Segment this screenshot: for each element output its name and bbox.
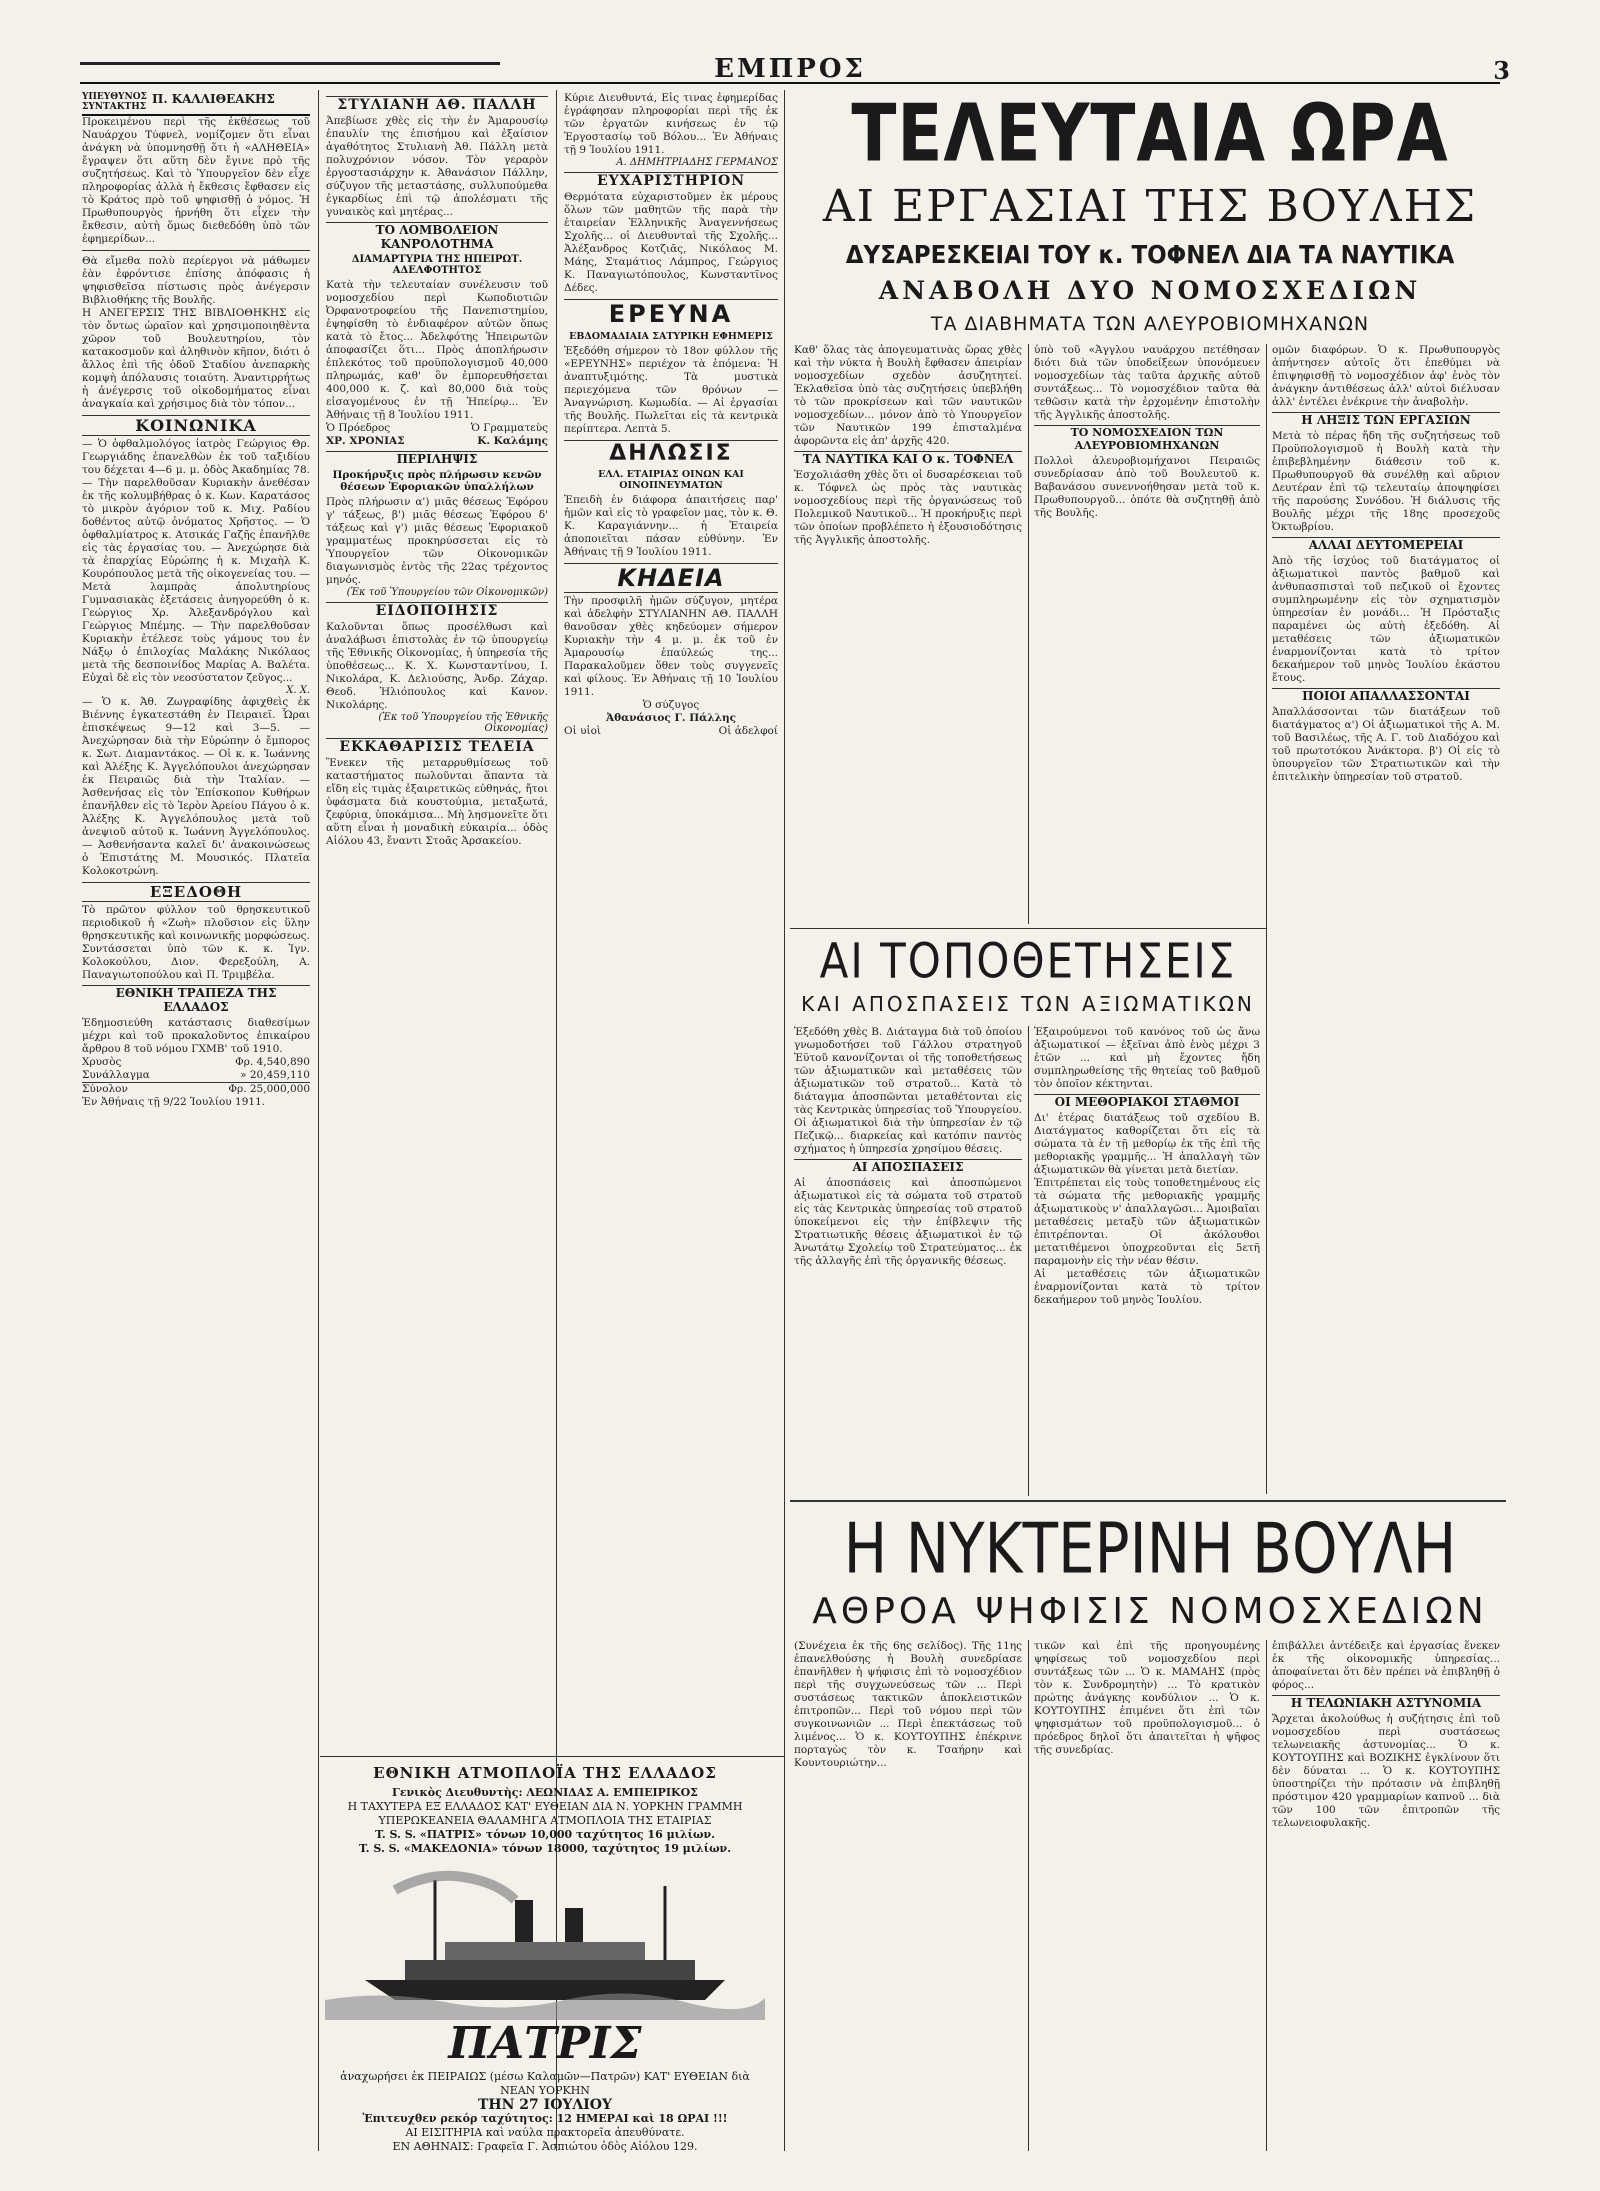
protest-heading: ΔΙΑΜΑΡΤΥΡΙΑ ΤΗΣ ΗΠΕΙΡΩΤ. ΑΔΕΛΦΟΤΗΤΟΣ [351, 254, 523, 276]
m3-text: Αἱ μεταθέσεις τῶν ἀξιωματικῶν ἐναρμονίζονται κατὰ τὸ τρίτον δεκαήμερον τοῦ μηνὸς Ἰουλίου. [1034, 1268, 1260, 1306]
ad-bottom-line: ΤΗΝ 27 ΙΟΥΛΙΟΥ [477, 2097, 612, 2113]
section-rule [790, 928, 1266, 929]
headline-parliament-work: ΑΙ ΕΡΓΑΣΙΑΙ ΤΗΣ ΒΟΥΛΗΣ [822, 181, 1478, 232]
right-column-3 [1272, 344, 1500, 1494]
clearance-text: Ἕνεκεν τῆς μεταρρυθμίσεως τοῦ καταστήματος πωλοῦνται ἅπαντα τὰ εἴδη εἰς τιμὰς ἐξαιρετικῶς εὐθηνάς, ἤτοι ὑφάσματα διὰ κουστούμια, μεταξωτά, ζεφύρια, ὑποκάμισα... Μὴ λησμονεῖτε ὅτι αὕτη εἶναι ἡ μοναδικὴ εὐκαιρία... ὁδὸς Αἰόλου 43, ἔναντι Στοᾶς Ἀρσακείου. [326, 757, 548, 847]
article-aletheia: Προκειμένου περὶ τῆς ἐκθέσεως τοῦ Ναυάρχου Τύφνελ, νομίζομεν ὅτι εἶναι ἀνάγκη νὰ ὑπομνησθῇ ὅτι ἡ «ΑΛΗΘΕΙΑ» ἔγραψεν ὅτι αὕτη δὲν ἔγινε πρὸ τῆς συζητήσεως. Καὶ τὸ Ὑπουργεῖον δὲν εἶχε πληροφορίας ἀλλὰ ἡ ἔκθεσις ἔφθασεν εἰς τὸ Κράτος πρὸ τοῦ ψηφισθῇ ὁ νόμος. Ἡ Πρωθυπουργὸς ἠρνήθη ὅτι εἶχεν τὴν ἔκθεσιν, αὐτὴ ὅμως διεθεδόθη ὑπὸ τῶν ἐφημερίδων... [82, 116, 310, 245]
exodus-text: Τὸ πρῶτον φύλλον τοῦ θρησκευτικοῦ περιοδικοῦ ἡ «Ζωὴ» πλοῦσιον εἰς ὕλην θρησκευτικῆς καὶ κοινωνικῆς μορφώσεως. Συντάσσεται ὑπὸ τῶν κ. κ. Ἰγν. Κολοκούλου, Διον. Φερεξούλη, Α. Παναγιωτοπούλου καὶ Π. Τριμβέλα. [82, 904, 310, 981]
erevna-subheading: ΕΒΔΟΜΑΔΙΑΙΑ ΣΑΤΥΡΙΚΗ ΕΦΗΜΕΡΙΣ [569, 331, 773, 342]
declaration-text: Ἐπειδὴ ἐν διάφορα ἀπαιτήσεις παρ' ἡμῶν καὶ εἰς τὸ γραφεῖον μας, τὸν κ. Θ. Κ. Καραγιάννην... ἡ Ἐταιρεία ἀποποιεῖται πάσαν εὐθύνην. Ἐν Ἀθήναις τῇ 9 Ἰουλίου 1911. [564, 494, 778, 558]
ad-rule [320, 1756, 784, 1757]
bank-heading: ΕΘΝΙΚΗ ΤΡΑΠΕΖΑ ΤΗΣ ΕΛΛΑΔΟΣ [82, 985, 310, 1014]
summary-text: Πρὸς πλήρωσιν α') μιᾶς θέσεως Ἐφόρου γ' τάξεως, β') μιᾶς θέσεως Ἐφόρου δ' τάξεως καὶ γ') μιᾶς θέσεως Ἐφοριακοῦ γραμματέως προκηρύσσεται εἰς τὸ Ὑπουργεῖον τῶν Οἰκονομικῶν διαγωνισμὸς ἐντὸς τῆς 22ας τρέχοντος μηνός. [326, 496, 548, 586]
r3-heading-2: ΑΛΛΑΙ ΔΕΥΤΟΜΕΡΕΙΑΙ [1272, 537, 1500, 552]
n3-text-2: Ἄρχεται ἀκολούθως ἡ συζήτησις ἐπὶ τοῦ νομοσχεδίου περὶ συστάσεως τελωνειακῆς ἀστυνομίας... Ὁ κ. ΚΟΥΤΟΥΠΗΣ καὶ ΒΟΖΙΚΗΣ ἐγκλίνουν ὅτι δὲν δύναται ... Ὁ κ. ΚΟΥΤΟΥΠΗΣ ὑποστηρίζει τὴν πρότασιν νὰ ἐπιβληθῇ πρόστιμον 420 γραμμαρίων καπνοῦ ... διὰ τῶν 100 τῶν ἐπιτροπῶν τῆς τελωνειοφυλακῆς. [1272, 1713, 1500, 1829]
m1-heading: ΑΙ ΑΠΟΣΠΑΣΕΙΣ [794, 1159, 1022, 1174]
thanks-heading: ΕΥΧΑΡΙΣΤΗΡΙΟΝ [564, 172, 778, 189]
ad-heading: ΕΘΝΙΚΗ ΑΤΜΟΠΛΟΪΑ ΤΗΣ ΕΛΛΑΔΟΣ [373, 1764, 717, 1782]
headline-bills-voting: ΑΘΡΟΑ ΨΗΦΙΣΙΣ ΝΟΜΟΣΧΕΔΙΩΝ [812, 1591, 1488, 1632]
n2-text: τικῶν καὶ ἐπὶ τῆς προηγουμένης ψηφίσεως τοῦ νομοσχεδίου περὶ συντάξεως τῶν ... Ὁ κ. ΜΑΜΑΗΣ (πρὸς τὸν κ. Συνδρομητὴν) ... Τὸ κρατικὸν πρώτης ἀνάγκης κονδύλιον ... Ὁ κ. ΚΟΥΤΟΥΠΗΣ ἐπιμένει ὅτι ἐπὶ τῶν ψηφισμάτων τοῦ προϋπολογισμοῦ... ὁ πρόεδρος δηλοῖ ὅτι ἀπαιτεῖται ἡ ψῆφος τῆς συνεδρίας. [1034, 1640, 1260, 1756]
exodus-heading: ΕΞΕΔΟΘΗ [82, 882, 310, 902]
column-3 [564, 92, 778, 1751]
funeral-heading: ΚΗΔΕΙΑ [564, 563, 778, 593]
right-column-1 [794, 344, 1022, 924]
letter-signature: Α. ΔΗΜΗΤΡΙΑΔΗΣ ΓΕΡΜΑΝΟΣ [616, 157, 778, 168]
r1-text-2: Ἐσχολιάσθη χθὲς ὅτι οἱ δυσαρέσκειαι τοῦ κ. Τόφνελ ὡς πρὸς τὰς ναυτικὰς νομοσχεδίους περὶ τῆς ὀργανώσεως τοῦ Πολεμικοῦ Ναυτικοῦ... Ἡ προκήρυξις περὶ τῶν ὁποίων προβλέπετο ἡ ἐξουσιοδότησις τῆς Ἀγγλικῆς ἀποστολῆς. [794, 469, 1022, 546]
society-heading: ΚΟΙΝΩΝΙΚΑ [82, 415, 310, 436]
n3-text: ἐπιβάλλει ἀντέδειξε καὶ ἐργασίας ἕνεκεν ἐκ τῆς οἰκονομικῆς ὑπηρεσίας... ἀποφαίνεται ὅτι δὲν πρέπει νὰ ἐπιβληθῇ ὁ φόρος... [1272, 1640, 1500, 1691]
r3-text-4: Ἀπαλλάσσονται τῶν διατάξεων τοῦ διατάγματος α') Οἱ ἀξιωματικοὶ τῆς Α. Μ. τοῦ Βασιλέως, τῆς Α. Γ. τοῦ Διαδόχου καὶ τοῦ πρωτοτόκου Ἀνάκτορα. β') Οἱ εἰς τὸ ὑπουργεῖον τῶν Στρατιωτικῶν καὶ τὴν ἐπιτελικὴν ὑπηρεσίαν τοῦ στρατοῦ. [1272, 706, 1500, 783]
bank-row-label: Χρυσὸς [82, 1056, 122, 1068]
funeral-sig [564, 699, 778, 725]
m2-text-2: Δι' ἑτέρας διατάξεως τοῦ σχεδίου Β. Διατάγματος καθορίζεται ὅτι εἰς τὰ σώματα τὰ ἐν τῇ μεθορίῳ ἐκ τῆς ἐπὶ τῆς μεθοριακῆς γραμμῆς... Ἡ ἀπαλλαγὴ τῶν ἀξιωματικῶν θὰ γίνεται μετὰ διετίαν. [1034, 1112, 1260, 1176]
r3-heading: Η ΛΗΞΙΣ ΤΩΝ ΕΡΓΑΣΙΩΝ [1272, 412, 1500, 427]
column-rule [1266, 344, 1267, 1494]
funeral-sig-role: Οἱ υἱοὶ [564, 725, 602, 737]
sig-role: Ὁ Γραμματεὺς [470, 422, 548, 434]
paper-title: ΕΜΠΡΟΣ [714, 54, 866, 84]
column-1 [82, 92, 310, 2151]
masthead [80, 54, 1510, 85]
column-rule [1028, 1026, 1029, 1496]
r3-text: ομῶν διαφόρων. Ὁ κ. Πρωθυπουργὸς ἀπήντησεν αὐτοῖς ὅτι ἐπεθύμει νὰ ἐπιψηφισθῇ τὸ νομοσχέδιον ἀφ' ἑνὸς τὸν ἀνάγκην ἀντιθέσεως ἀλλ' αὐτοὶ διέλυσαν ἀλλ' ἐντέλει ἐνέκρινε τὴν ἀναβολὴν. [1272, 344, 1500, 408]
bank-row-label: Συνάλλαγμα [82, 1069, 150, 1081]
column-rule [784, 90, 785, 2151]
column-rule [1028, 1640, 1029, 2151]
lottery-heading: ΤΟ ΛΟΜΒΟΛΕΙΟΝ ΚΑΝΡΟΛΟΤΗΜΑ [326, 222, 548, 251]
headline-last-hour: ΤΕΛΕΥΤΑΙΑ ΩΡΑ [851, 87, 1449, 180]
summary-heading: ΠΕΡΙΛΗΨΙΣ [326, 451, 548, 466]
society-text-2: — Ὁ κ. Ἀθ. Ζωγραφίδης ἀφιχθεὶς ἐκ Βιέννης ἐγκατεστάθη ἐν Πειραιεῖ. Ὧραι ἐπισκέψεως 9—12 καὶ 3—5. — Ἀνεχώρησαν διὰ τὴν Εὐρώπην ὁ ἔμπορος κ. Σωτ. Διαμαντάκος. — Οἱ κ. κ. Ἰωάννης καὶ Ἀλέξης Κ. Ἀγγελόπουλοι ἀνεχώρησαν ἐκ Πειραιῶς διὰ τὴν Ἰταλίαν. — Ἀσθενήσας εἰς τὸν Ἐπίσκοπον Κυθήρων ἐπανῆλθεν εἰς τὸ Ἱερὸν Ἀρείου Πάγου ὁ κ. Ἀλέξης Κ. Ἀγγελόπουλος μετὰ τοῦ ἀνεψιοῦ αὐτοῦ κ. Ἰωάννη Ἀγγελόπουλος. — Ἀσθενήσαντα καλεῖ δι' ἀνακοινώσεως ὁ Ἐπιστάτης Μ. Μουσικός. Πλατεῖα Κολοκοτρώνη. [82, 696, 310, 877]
summary-signature: (Ἐκ τοῦ Ὑπουργείου τῶν Οἰκονομικῶν) [346, 587, 548, 598]
m2-text: Ἐξαιρούμενοι τοῦ κανόνος τοῦ ὡς ἄνω ἀξιωματικοί — ἐξεῖναι ἀπὸ ἑνὸς μέχρι 3 ἐτῶν ... καὶ μὴ ἔχοντες ἤδη συμπληρωθείσης τῆς θητείας τοῦ βαθμοῦ τὸν ὁποῖον κέκτηνται. [1034, 1026, 1260, 1090]
bank-date: Ἐν Ἀθήναις τῇ 9/22 Ἰουλίου 1911. [82, 1096, 266, 1108]
sig-name: ΧΡ. ΧΡΟΝΙΑΣ [326, 435, 405, 447]
r1-text: Καθ' ὅλας τὰς ἀπογευματινὰς ὥρας χθὲς καὶ τὴν νύκτα ἡ Βουλὴ ἔφθασεν ἀπειρίαν νομοσχεδίων σχεδὸν ἀσυζητητεί. Ἐκλαθεῖσα ὑπὸ τὰς συζητήσεις ὑπεβλήθη τὸ τῶν προκρίσεων καὶ τῶν ναυτικῶν νομοσχεδίων... μόνον ἀπὸ τὸ Υπουργεῖον τῶν Ναυτικῶν 199 ἐπισταλμένα ἀφορῶντα εἰς ἀπ' ἀρχῆς 420. [794, 344, 1022, 447]
r2-heading: ΤΟ ΝΟΜΟΣΧΕΔΙΟΝ ΤΩΝ ΑΛΕΥΡΟΒΙΟΜΗΧΑΝΩΝ [1034, 425, 1260, 452]
bank-total-value: Φρ. 25,000,000 [228, 1083, 310, 1095]
r1-heading: ΤΑ ΝΑΥΤΙΚΑ ΚΑΙ Ο κ. ΤΟΦΝΕΛ [794, 451, 1022, 466]
signatures [326, 422, 548, 448]
column-2 [326, 92, 548, 1751]
m1-text-2: Αἱ ἀποσπάσεις καὶ ἀποσπώμενοι ἀξιωματικοὶ εἰς τὰ σώματα τοῦ στρατοῦ εἰς τὰς Κεντρικὰς ὑπηρεσίας τοῦ στρατοῦ ὑποκείμενοι εἰς τὴν ἐπίβλεψιν τῆς Στρατιωτικῆς θέσεις ἀξιωματικοὶ ἐν τῷ Ἀνωτάτῳ Σχολείῳ τοῦ Στρατεύματος... ἐκ τῆς ἀλλαγῆς ἐπὶ τῆς ὀργανικῆς θέσεως. [794, 1177, 1022, 1267]
low-column-2 [1034, 1640, 1260, 2151]
ad-line: ΥΠΕΡΩΚΕΑΝΕΙΑ ΘΑΛΑΜΗΓΑ ΑΤΜΟΠΛΟΙΑ ΤΗΣ ΕΤΑΙΡΙΑΣ [378, 1814, 712, 1827]
ad-director: Γενικὸς Διευθυντὴς: ΛΕΩΝΙΔΑΣ Α. ΕΜΠΕΙΡΙΚΟΣ [392, 1786, 698, 1799]
bank-text: Ἐδημοσιεύθη κατάστασις διαθεσίμων μέχρι καὶ τοῦ προκαλοῦντος ἐπικαίρου ἄρθρου 8 τοῦ νόμου ΓΧΜΒ' τοῦ 1910. [82, 1017, 310, 1055]
headline-night-parliament: Η ΝΥΚΤΕΡΙΝΗ ΒΟΥΛΗ [843, 1507, 1457, 1590]
headline-tofnel: ΔΥΣΑΡΕΣΚΕΙΑΙ ΤΟΥ κ. ΤΟΦΝΕΛ ΔΙΑ ΤΑ ΝΑΥΤΙΚΑ [845, 240, 1455, 269]
declaration-subheading: ΕΛΛ. ΕΤΑΙΡΙΑΣ ΟΙΝΩΝ ΚΑΙ ΟΙΝΟΠΝΕΥΜΑΤΩΝ [598, 469, 744, 491]
ad-bottom [325, 2070, 765, 2154]
article-library: Η ΑΝΕΓΕΡΣΙΣ ΤΗΣ ΒΙΒΛΙΟΘΗΚΗΣ εἰς τὸν ὄντως ὡραῖον καὶ χρησιμοποιηθὲντα χῶρον τοῦ Βουλευτηρίου, τὸν κατακοσμοῦν καὶ ἀληθινὸν κῆπον, διότι ὁ ἄλλος ἐπὶ τῆς ὁδοῦ Σταδίου ἀνεπαρκὴς κομψὴ ἀπόλαυσις τοιαύτη. Ἀναντιρρήτως ἡ ἀνέγερσις τοῦ οἰκοδομήματος εἶναι ἀναγκαία καὶ χρήσιμος διὰ τὸν τόπον... [82, 307, 310, 410]
column-rule [1028, 344, 1029, 924]
right-column-2 [1034, 344, 1260, 924]
ad-line: T. S. S. «ΜΑΚΕΔΟΝΙΑ» τόνων 18000, ταχύτητος 19 μιλίων. [358, 1842, 732, 1855]
section-rule [790, 1500, 1506, 1502]
bank-total [82, 1082, 310, 1096]
ad-text [325, 1786, 765, 1856]
r2-text: ὑπὸ τοῦ «Ἀγγλου ναυάρχου πετέθησαν διότι διὰ τῶν ὑποδείξεων ὑπονόμευεν νομοσχεδίων τὰς ταῦτα ἀρχικῆς αὐτοῦ συντάξεως... Τὸ νομοσχέδιον ταῦτα θὰ τεθῶσιν κατὰ τὴν ἐρχομένην ἐπιστολὴν τῆς Ἀγγλικῆς ἀποστολῆς. [1034, 344, 1260, 421]
bank-row-value: » 20,459,110 [240, 1069, 310, 1081]
notice-heading: ΕΙΔΟΠΟΙΗΣΙΣ [326, 602, 548, 619]
article-library-q: Θὰ εἴμεθα πολὺ περίεργοι νὰ μάθωμεν ἐὰν ἐφρόντισε ἐπίσης ἀπόφασις ἡ ψηφισθεῖσα πίστωσις πρὸς ἀνέγερσιν Βιβλιοθήκης τῆς Βουλῆς. [82, 255, 310, 306]
ad-bottom-line: ἀναχωρήσει ἐκ ΠΕΙΡΑΙΩΣ (μέσω Καλαμῶν—Πατρῶν) ΚΑΤ' ΕΥΘΕΙΑΝ διὰ ΝΕΑΝ ΥΟΡΚΗΝ [340, 2070, 750, 2097]
notice-text: Καλοῦνται ὅπως προσέλθωσι καὶ ἀναλάβωσι ἐπιστολὰς ἐν τῷ ὑπουργείῳ τῆς Ἐθνικῆς Οἰκονομίας, ἡ ὑπηρεσία τῆς ὑποθέσεως... Κ. Χ. Κωνσταντίνου, Ι. Νικολάρα, Κ. Δελιούσης, Ἀνδρ. Ζάχαρ. Θεοδ. Ἠλιόπουλος καὶ Κανον. Νικολάρης. [326, 621, 548, 711]
funeral-sig-role: Οἱ ἀδελφοί [718, 725, 778, 737]
m2-text-3: Ἐπιτρέπεται εἰς τοὺς τοποθετημένους εἰς τὰ σώματα τῆς μεθοριακῆς γραμμῆς ἀξιωματικοὺς ν' ἀπαλλαγῶσι... Ἀμοιβαῖαι μεταθέσεις μεταξὺ τῶν ἀξιωματικῶν ἐπιτρέπονται. Οἱ ἀκόλουθοι μετατιθέμενοι ὑποχρεοῦνται εἰς 5ετῆ παραμονὴν εἰς τὴν νέαν θέσιν. [1034, 1177, 1260, 1267]
low-column-3 [1272, 1640, 1500, 2151]
m2-heading: ΟΙ ΜΕΘΟΡΙΑΚΟΙ ΣΤΑΘΜΟΙ [1034, 1094, 1260, 1109]
funeral-sig-name: Ἀθανάσιος Γ. Πάλλης [606, 712, 736, 724]
thanks-text: Θερμότατα εὐχαριστοῦμεν ἐκ μέρους ὅλων τῶν μαθητῶν τῆς παρὰ τὴν ἐταιρείαν Ἐλληνικῆς Ἀναγεννήσεως Σχολῆς... οἱ Διευθυνταὶ τῆς Σχολῆς... Ἀλέξανδρος Κοτζιᾶς, Νικόλαος Μ. Μάης, Σταμάτιος Λάμπρος, Γεώργιος Κ. Παναγιωτόπουλος, Κωνσταντῖνος Δέδες. [564, 191, 778, 294]
ship-name: ΠΑΤΡΙΣ [448, 2018, 642, 2069]
clearance-heading: ΕΚΚΑΘΑΡΙΣΙΣ ΤΕΛΕΙΑ [326, 738, 548, 755]
r3-text-2: Μετὰ τὸ πέρας ἤδη τῆς συζητήσεως τοῦ Προϋπολογισμοῦ ἡ Βουλὴ κατὰ τὴν ἐπιβεβλημένην διάθεσιν τοῦ κ. Πρωθυπουργοῦ θὰ συνέλθῃ καὶ αὔριον Δευτέραν ἐπὶ τῷ τελευταίῳ ἀποψηφίσει τῆς παρούσης Συνόδου. Ἡ διάλυσις τῆς Βουλῆς μέχρι τῆς 18ης προσεχοῦς Ὀκτωβρίου. [1272, 430, 1500, 533]
funeral-text: Τὴν προσφιλῆ ἡμῶν σύζυγον, μητέρα καὶ ἀδελφὴν ΣΤΥΛΙΑΝΗΝ ΑΘ. ΠΑΛΛΗ θανοῦσαν χθὲς κηδεύομεν σήμερον Κυριακὴν τὴν 4 μ. μ. ἐκ τοῦ ἐν Ἀμαρουσίῳ ἐπαύλεώς της... Παρακαλοῦμεν ὅθεν τοὺς συγγενεῖς καὶ φίλους. Ἐν Ἀθήναις τῇ 10 Ἰουλίου 1911. [564, 595, 778, 698]
column-rule [1266, 1640, 1267, 2151]
bank-row [82, 1056, 310, 1069]
headline-millers: ΤΑ ΔΙΑΒΗΜΑΤΑ ΤΩΝ ΑΛΕΥΡΟΒΙΟΜΗΧΑΝΩΝ [930, 313, 1370, 335]
notice-signature: (Ἐκ τοῦ Ὑπουργείου τῆς Ἐθνικῆς Οἰκονομίας) [378, 712, 548, 734]
obituary-text: Ἀπεβίωσε χθὲς εἰς τὴν ἐν Ἀμαρουσίῳ ἐπαυλίν της ἐπισήμου καὶ ἐξαίσιον ἀγαθότητος Στυλιανὴ Ἀθ. Πάλλη μετὰ πολυχρόνιον νόσον. Τὸν γεραρὸν ἐργοστασιάρχην κ. Ἀθανάσιον Πάλλην, σύζυγον τῆς μεταστάσης, συλλυπούμεθα ἐγκαρδίως ἐπὶ τῷ ἀπολέσματι τῆς γυναικὸς καὶ μητέρας... [326, 115, 548, 218]
ad-line: T. S. S. «ΠΑΤΡΙΣ» τόνων 10,000 ταχύτητος 16 μιλίων. [375, 1828, 715, 1841]
sig-role: Ὁ Πρόεδρος [326, 422, 391, 434]
r3-text-3: Ἀπὸ τῆς ἰσχύος τοῦ διατάγματος οἱ ἀξιωματικοὶ παντὸς βαθμοῦ καὶ ἀνθυπασπισταὶ τοῦ πεζικοῦ οἱ ἔχοντες συμπληρωμένην εἰς τὸν σχηματισμὸν ὑπηρεσίαν ἐν μονάδι... Ἡ Πρόσταξις παραμένει ὡς αὐτὴ ἐξεδόθη. Αἱ μεταθέσεις τῶν ἀξιωματικῶν ἐναρμονίζονται κατὰ τὸ τρίτον δεκαήμερον τοῦ μηνὸς Ἰουλίου ἐκάστου ἔτους. [1272, 555, 1500, 684]
ad-bottom-line: ΕΝ ΑΘΗΝΑΙΣ: Γραφεῖα Γ. Ἀσπιώτου ὁδὸς Αἰόλου 129. [392, 2140, 698, 2153]
obituary-heading: ΣΤΥΛΙΑΝΗ ΑΘ. ΠΑΛΛΗ [326, 96, 548, 113]
mid-column-1 [794, 1026, 1022, 1496]
r3-heading-3: ΠΟΙΟΙ ΑΠΑΛΛΑΣΣΟΝΤΑΙ [1272, 688, 1500, 703]
editor-label: ΥΠΕΥΘΥΝΟΣ ΣΥΝΤΑΚΤΗΣ [82, 92, 147, 112]
ad-line: Η ΤΑΧΥΤΕΡΑ ΕΞ ΕΛΛΑΔΟΣ ΚΑΤ' ΕΥΘΕΙΑΝ ΔΙΑ Ν. ΥΟΡΚΗΝ ΓΡΑΜΜΗ [347, 1800, 743, 1813]
bank-total-label: Σύνολον [82, 1083, 128, 1095]
letter-text: Κύριε Διευθυντά, Εἰς τινας ἐφημερίδας ἐγράφησαν πληροφορίαι περὶ τῆς ἐκ τῶν ἐργατῶν κινήσεως ἐν τῷ Ἐργοστασίῳ τοῦ Βόλου... Ἐν Ἀθήναις τῇ 9 Ἰουλίου 1911. [564, 92, 778, 156]
n3-heading: Η ΤΕΛΩΝΙΑΚΗ ΑΣΤΥΝΟΜΙΑ [1272, 1695, 1500, 1710]
summary-subheading: Προκήρυξις πρὸς πλήρωσιν κενῶν θέσεων Ἐφοριακῶν ὑπαλλήλων [332, 469, 542, 493]
ad-bottom-line: Ἐπιτευχθεν ρεκόρ ταχύτητος: 12 ΗΜΕΡΑΙ καὶ 18 ΩΡΑΙ !!! [362, 2112, 728, 2125]
bank-row-value: Φρ. 4,540,890 [235, 1056, 310, 1068]
r2-text-2: Πολλοὶ ἀλευροβιομήχανοι Πειραιῶς συνεδρίασαν ἀπὸ τοῦ Βουλευτοῦ κ. Βαβανάσου συνεννοήθησαν μετὰ τοῦ κ. Πρωθυπουργοῦ... ὁπότε θὰ συζητηθῇ ἀπὸ τῆς Βουλῆς. [1034, 455, 1260, 519]
protest-text: Κατὰ τὴν τελευταίαν συνέλευσιν τοῦ νομοσχεδίου περὶ Κωποδιοτιῶν Ὀρφανοτροφείου τῆς Πανεπιστημίου, ἐψηφίσθη τὸ ἐνδιαφέρον αὐτῶν ὅπως κατὰ τὸ ἔτος... Ἀδελφότης Ἠπειρωτῶν ἀποφασίζει ὅτι... Πρὸς ἀποπλήρωσιν ἐπλεκότος τοῦ προϋπολογισμοῦ 40,000 πληρωμάς, καθ' ὃν ἐμπορευθήσεται 400,000 κ. ζ. καὶ 80,000 διὰ τοὺς εἰσαγομένους ἐν τῇ Ἠπείρῳ... Ἐν Ἀθήναις τῇ 8 Ἰουλίου 1911. [326, 279, 548, 421]
column-rule [318, 90, 319, 2151]
bank-row [82, 1069, 310, 1082]
low-column-1 [794, 1640, 1022, 2151]
erevna-text: Ἐξεδόθη σήμερον τὸ 18ον φύλλον τῆς «ΕΡΕΥΝΗΣ» περιέχον τὰ ἑπόμενα: Ἡ ἀναπτυξιμότης. Τὰ μυστικὰ περιεχόμενα τῶν θρόνων — Ἀναγνώριση. Κωμωδία. — Αἱ ἐργασίαι τῆς Βουλῆς. Πωλεῖται εἰς τὰ κεντρικὰ περίπτερα. Λεπτὰ 5. [564, 345, 778, 435]
erevna-heading: ΕΡΕΥΝΑ [564, 299, 778, 328]
headline-postponement: ΑΝΑΒΟΛΗ ΔΥΟ ΝΟΜΟΣΧΕΔΙΩΝ [878, 276, 1422, 305]
m1-text: Ἐξεδόθη χθὲς Β. Διάταγμα διὰ τοῦ ὁποίου γνωμοδοτήσει τοῦ Γάλλου στρατηγοῦ Ἐϋτοῦ κανονίζονται οἱ τῆς τοποθετήσεως τῶν ἀξιωματικῶν καὶ μεταθέσεις τῶν ἀξιωματικῶν τοῦ στρατοῦ... Κατὰ τὸ διάταγμα ἀποσπῶνται μεταθέτονται εἰς τὰς Κεντρικὰς ὑπηρεσίας τοῦ Ὑπουργείου. Οἱ ἀξιωματικοὶ διὰ τὴν ὑπηρεσίαν ἐν τῷ Πεζικῷ... διαρκείας καὶ κατόπιν παντὸς σχήματος ἡ ὑπηρεσία χρησίμου θέσεις. [794, 1026, 1022, 1155]
funeral-sig-role: Ὁ σύζυγος [642, 699, 700, 711]
editor-name: Π. ΚΑΛΛΙΘΕΑΚΗΣ [152, 92, 275, 106]
n1-text: (Συνέχεια ἐκ τῆς 6ης σελίδος). Τῆς 11ης ἐπανελθούσης ἡ Βουλὴ συνεδρίασε ἐπανῆλθεν ἡ ψήφισις ἐπὶ τὸ νομοσχέδιον περὶ τῆς συγχωνεύσεως τῶν ... Περὶ συστάσεως τακτικῶν ἀποκλειστικῶν ἐπιτροπῶν... Περὶ τοῦ νόμου περὶ τῶν συγκοινωνιῶν ... Περὶ ἐπεκτάσεως τοῦ λιμένος... Ὁ κ. ΚΟΥΤΟΥΠΗΣ ἐπέκρινε πορταγὼς τὸν κ. Τσαήρην καὶ Κουντουριώτην... [794, 1640, 1022, 1769]
society-text: — Ὁ ὀφθαλμολόγος ἰατρὸς Γεώργιος Θρ. Γεωργιάδης ἐπανελθὼν ἐκ τοῦ ταξιδίου του δέχεται 4—6 μ. μ. ὁδὸς Ἀκαδημίας 78. — Τὴν παρελθοῦσαν Κυριακὴν ἀνεθέσαν ἐκ τῆς κολυμβήθρας ὁ κ. Κων. Καρατάσος τὸ μικρὸν ἀγόριον τοῦ κ. Μιχ. Ραδίου δοθέντος αὐτῷ ὀνόματος Χρῆστος. — Ὁ ὀφθαλμίατρος κ. Ατσικάς Γαζῆς ἐπανῆλθε εἰς τὰς ἐργασίας του. — Ἀνεχώρησε διὰ τὰ ἐπαρχίας Εὐρώπης ἡ κ. Μιχαὴλ Κ. Κουρόπουλος μετὰ τῆς οἰκογενείας του. — Μετὰ λαμπρὰς ἀπολυτηρίους Γυμνασιακὰς ἐξετάσεις ἀνηγορεύθη ὁ κ. Γεώργιος Χρ. Ἀλεξανδρόγλου καὶ Γεώργιος Μπέμης. — Τὴν παρελθοῦσαν Κυριακὴν ἐτέλεσε τοὺς γάμους του ἐν Νάξῳ ὁ ἐπιλοχίας Μαλάκης Νικόλαος μετὰ τῆς δεσποινίδος Μαρίας Α. Βαλέτα. Εὐχαὶ δὲ εἰς τὸν νεοσύστατον ζεῦγος... [82, 438, 310, 684]
society-signature: Χ. Χ. [286, 685, 310, 696]
headline-officers: ΚΑΙ ΑΠΟΣΠΑΣΕΙΣ ΤΩΝ ΑΞΙΩΜΑΤΙΚΩΝ [801, 992, 1255, 1016]
declaration-heading: ΔΗΛΩΣΙΣ [564, 440, 778, 466]
ad-bottom-line: ΑΙ ΕΙΣΙΤΗΡΙΑ καὶ ναύλα πρακτορεῖα ἀπευθύνατε. [405, 2126, 685, 2139]
mid-column-2 [1034, 1026, 1260, 1496]
page-number: 3 [1493, 56, 1510, 85]
funeral-sig-row [564, 725, 778, 738]
sig-name: Κ. Καλάμης [477, 435, 548, 447]
headline-postings: ΑΙ ΤΟΠΟΘΕΤΗΣΕΙΣ [819, 932, 1237, 990]
steamship-illustration [325, 1860, 765, 2020]
